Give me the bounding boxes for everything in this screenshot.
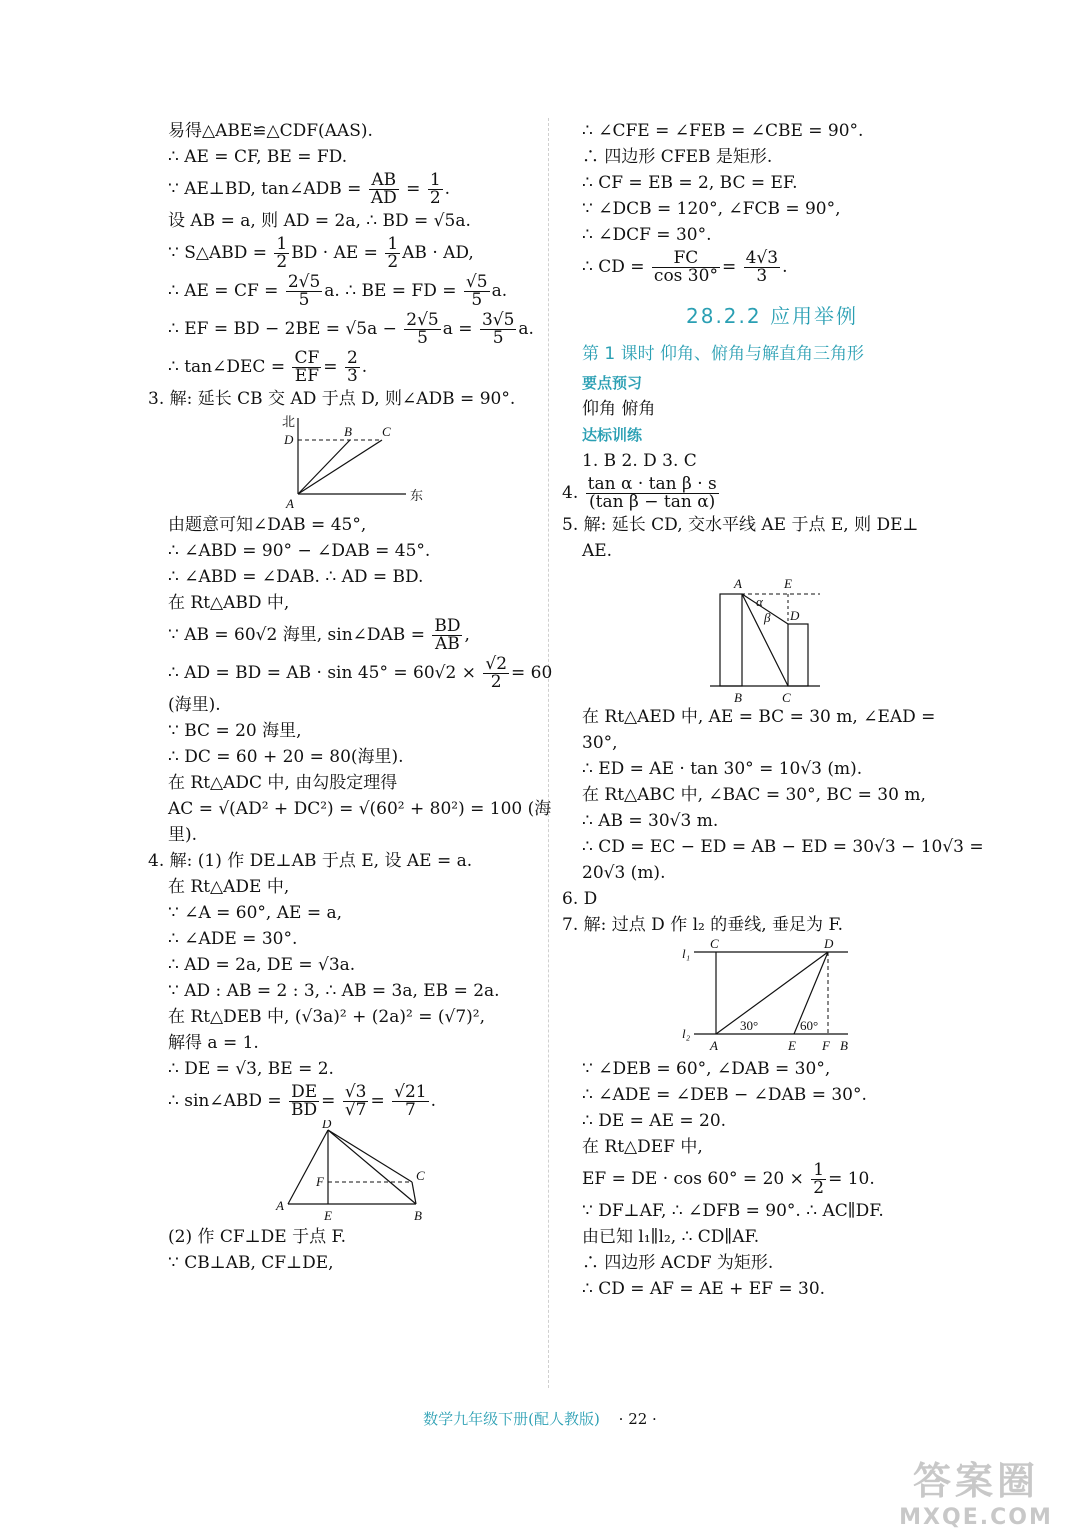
text-line: ∴ AD = 2a, DE = √3a. [168, 955, 356, 975]
segment-DC [328, 1130, 412, 1182]
text-line: ∵ S△ABD = $\frac{1}{2}$ BD · AE = $\frac{1}{2}$ AB · AD, [168, 234, 474, 272]
label-angle-30: 30° [740, 1018, 759, 1033]
text-line: ∴ AE = CF, BE = FD. [168, 147, 348, 167]
text-line: ∵ AD : AB = 2 : 3, ∴ AB = 3a, EB = 2a. [168, 981, 500, 1001]
lesson-title: 第 1 课时 仰角、俯角与解直角三角形 [582, 344, 865, 364]
text-line: ∴ 四边形 ACDF 为矩形. [582, 1253, 774, 1273]
label-C: C [416, 1168, 425, 1183]
fraction: $\frac{1}{2}$ [429, 170, 441, 208]
text-line: ∴ sin∠ABD = $\frac{DE}{BD}$ = $\frac{√3}{√7}$ = $\frac{√21}{7}$ . [168, 1082, 436, 1120]
figure-q4 [168, 1120, 540, 1224]
text-line: ∴ 四边形 CFEB 是矩形. [582, 147, 773, 167]
text-line: ∴ DE = √3, BE = 2. [168, 1059, 334, 1079]
label-A: A [286, 496, 294, 511]
text-line: ∴ CF = EB = 2, BC = EF. [582, 173, 798, 193]
label-C: C [382, 424, 391, 439]
fraction: $\frac{2√5}{5}$ [406, 310, 439, 348]
text-line: 仰角 俯角 [582, 399, 656, 419]
fraction: $\frac{DE}{BD}$ [291, 1082, 318, 1120]
label-D: D [790, 608, 800, 623]
text-line: AE. [582, 541, 613, 561]
building-AB [720, 594, 742, 686]
question-5: 5. 解: 延长 CD, 交水平线 AE 于点 E, 则 DE⊥ [562, 515, 919, 535]
text-line: ∴ ED = AE · tan 30° = 10√3 (m). [582, 759, 863, 779]
text-line: ∴ ∠ADE = ∠DEB − ∠DAB = 30°. [582, 1085, 867, 1105]
text-line: ∵ ∠DCB = 120°, ∠FCB = 90°, [582, 199, 841, 219]
label-D: D [322, 1120, 332, 1131]
text-line: ∴ AD = BD = AB · sin 45° = 60√2 × $\frac{√2}{2}$ = 60 [168, 654, 553, 692]
text-line: ∴ ∠ABD = 90° − ∠DAB = 45°. [168, 541, 431, 561]
label-B: B [414, 1208, 422, 1223]
text-line: ∴ ∠ADE = 30°. [168, 929, 298, 949]
figure-q7 [582, 938, 962, 1056]
answer-6: 6. D [562, 889, 598, 909]
fraction: $\frac{√2}{2}$ [485, 654, 508, 692]
fraction: $\frac{√3}{√7}$ [344, 1082, 367, 1120]
building-DC [788, 624, 808, 686]
label-l1: l₁ [682, 946, 691, 961]
label-F: F [822, 1038, 830, 1053]
text-line: ∴ ∠ABD = ∠DAB. ∴ AD = BD. [168, 567, 424, 587]
text-line: ∴ AB = 30√3 m. [582, 811, 719, 831]
text-line: 在 Rt△DEF 中, [582, 1137, 703, 1157]
segment-AB [298, 440, 350, 494]
label-beta: β [764, 610, 771, 625]
text-line: 20√3 (m). [582, 863, 666, 883]
label-A: A [710, 1038, 718, 1053]
label-E: E [784, 576, 792, 591]
text-line: 30°, [582, 733, 618, 753]
text-line: (2) 作 CF⊥DE 于点 F. [168, 1227, 347, 1247]
label-A: A [276, 1198, 284, 1213]
left-column [148, 118, 553, 1276]
fraction: $\frac{AB}{AD}$ [370, 170, 397, 208]
text-line: ∵ ∠A = 60°, AE = a, [168, 903, 343, 923]
text-line: ∴ EF = BD − 2BE = √5a − $\frac{2√5}{5}$ a = $\frac{3√5}{5}$ a. [168, 310, 534, 348]
text-line: EF = DE · cos 60° = 20 × $\frac{1}{2}$ = 10. [582, 1160, 875, 1198]
text-line: 在 Rt△ADC 中, 由勾股定理得 [168, 773, 398, 793]
text-line: ∴ CD = $\frac{FC}{\cos 30^\circ}$ = $\frac{4√3}{3}$ . [582, 248, 788, 286]
figure-q5 [582, 564, 962, 704]
heading-preview: 要点预习 [582, 374, 643, 392]
text-line: 1. B 2. D 3. C [582, 451, 697, 471]
text-line: ∴ DC = 60 + 20 = 80(海里). [168, 747, 404, 767]
fraction: $\frac{3√5}{5}$ [481, 310, 515, 348]
watermark-url: MXQE.COM [899, 1505, 1053, 1530]
fraction: $\frac{1}{2}$ [276, 234, 288, 272]
text-line: ∵ AE⊥BD, tan∠ADB = $\frac{AB}{AD}$ = $\frac{1}{2}$ . [168, 170, 451, 208]
text-line: 解得 a = 1. [168, 1033, 259, 1053]
page-footer [380, 1408, 700, 1429]
right-column [562, 118, 984, 1302]
section-title: 28.2.2 应用举例 [686, 304, 858, 328]
text-line: ∴ CD = EC − ED = AB − ED = 30√3 − 10√3 = [582, 837, 984, 857]
question-4: 4. 解: (1) 作 DE⊥AB 于点 E, 设 AE = a. [148, 851, 473, 871]
label-A: A [734, 576, 742, 591]
text-line: ∴ ∠CFE = ∠FEB = ∠CBE = 90°. [582, 121, 864, 141]
fraction: $\frac{CF}{EF}$ [294, 348, 320, 386]
fraction: $\frac{FC}{\cos 30^\circ}$ [653, 248, 718, 286]
text-line: (海里). [168, 695, 221, 715]
text-line: 在 Rt△DEB 中, (√3a)² + (2a)² = (√7)², [168, 1007, 485, 1027]
text-line: 设 AB = a, 则 AD = 2a, ∴ BD = √5a. [168, 211, 471, 231]
label-B: B [734, 690, 742, 704]
fraction: $\frac{\text{tan α · tan β · s}}{\text{(tan β − tan α)}}$ [587, 474, 717, 512]
label-C: C [782, 690, 791, 704]
text-line: 里). [168, 825, 198, 845]
text-line: AC = √(AD² + DC²) = √(60² + 80²) = 100 (海 [168, 799, 552, 819]
fraction: $\frac{2}{3}$ [346, 348, 358, 386]
text-line: 在 Rt△ABD 中, [168, 593, 290, 613]
fraction: $\frac{4√3}{3}$ [745, 248, 779, 286]
label-E: E [324, 1208, 332, 1223]
text-line: ∵ CB⊥AB, CF⊥DE, [168, 1253, 334, 1273]
segment-DB [328, 1130, 416, 1204]
segment-AC [298, 440, 382, 494]
text-line: 在 Rt△AED 中, AE = BC = 30 m, ∠EAD = [582, 707, 936, 727]
label-l2: l₂ [682, 1026, 691, 1041]
fraction: $\frac{1}{2}$ [387, 234, 399, 272]
text-line: 在 Rt△ADE 中, [168, 877, 290, 897]
text-line: ∴ tan∠DEC = $\frac{CF}{EF}$ = $\frac{2}{3}$ . [168, 348, 368, 386]
fraction: $\frac{1}{2}$ [813, 1160, 825, 1198]
text-line: ∵ ∠DEB = 60°, ∠DAB = 30°, [582, 1059, 831, 1079]
text-line: ∵ BC = 20 海里, [168, 721, 302, 741]
label-angle-60: 60° [800, 1018, 819, 1033]
segment-AC [742, 594, 788, 686]
text-line: ∴ AE = CF = $\frac{2√5}{5}$ a. ∴ BE = FD = $\frac{√5}{5}$ a. [168, 272, 508, 310]
text-line: ∴ DE = AE = 20. [582, 1111, 727, 1131]
page-number: · 22 · [618, 1410, 657, 1428]
watermark-logo [892, 1450, 1060, 1530]
text-line: ∴ ∠DCF = 30°. [582, 225, 712, 245]
fraction: $\frac{√21}{7}$ [394, 1082, 427, 1120]
label-D: D [284, 432, 294, 447]
book-title: 数学九年级下册(配人教版) [423, 1410, 600, 1428]
column-divider [548, 118, 549, 1388]
text-line: 4. $\frac{\text{tan α · tan β · s}}{\text{(tan β − tan α)}}$ [562, 474, 717, 512]
heading-training: 达标训练 [582, 426, 643, 444]
text-line: ∵ DF⊥AF, ∴ ∠DFB = 90°. ∴ AC∥DF. [582, 1201, 884, 1221]
label-D: D [824, 938, 834, 951]
text-line: ∴ CD = AF = AE + EF = 30. [582, 1279, 826, 1299]
label-north: 北 [282, 414, 296, 429]
fraction: $\frac{2√5}{5}$ [287, 272, 321, 310]
question-7: 7. 解: 过点 D 作 l₂ 的垂线, 垂足为 F. [562, 915, 844, 935]
label-E: E [788, 1038, 796, 1053]
question-3: 3. 解: 延长 CB 交 AD 于点 D, 则∠ADB = 90°. [148, 389, 516, 409]
text-line: 由已知 l₁∥l₂, ∴ CD∥AF. [582, 1227, 760, 1247]
text-line: 易得△ABE≌△CDF(AAS). [168, 121, 373, 141]
watermark-text: 答案圈 [912, 1459, 1039, 1503]
segment-AD [288, 1130, 328, 1204]
fraction: $\frac{BD}{AB}$ [434, 616, 461, 654]
figure-q3 [168, 412, 540, 512]
text-line: 由题意可知∠DAB = 45°, [168, 515, 367, 535]
label-alpha: α [756, 594, 763, 609]
text-line: ∵ AB = 60√2 海里, sin∠DAB = $\frac{BD}{AB}$ , [168, 616, 470, 654]
text-line: 在 Rt△ABC 中, ∠BAC = 30°, BC = 30 m, [582, 785, 926, 805]
label-B: B [840, 1038, 848, 1053]
label-F: F [316, 1174, 324, 1189]
label-east: 东 [410, 488, 424, 503]
label-C: C [710, 938, 719, 951]
label-B: B [344, 424, 352, 439]
fraction: $\frac{√5}{5}$ [465, 272, 488, 310]
